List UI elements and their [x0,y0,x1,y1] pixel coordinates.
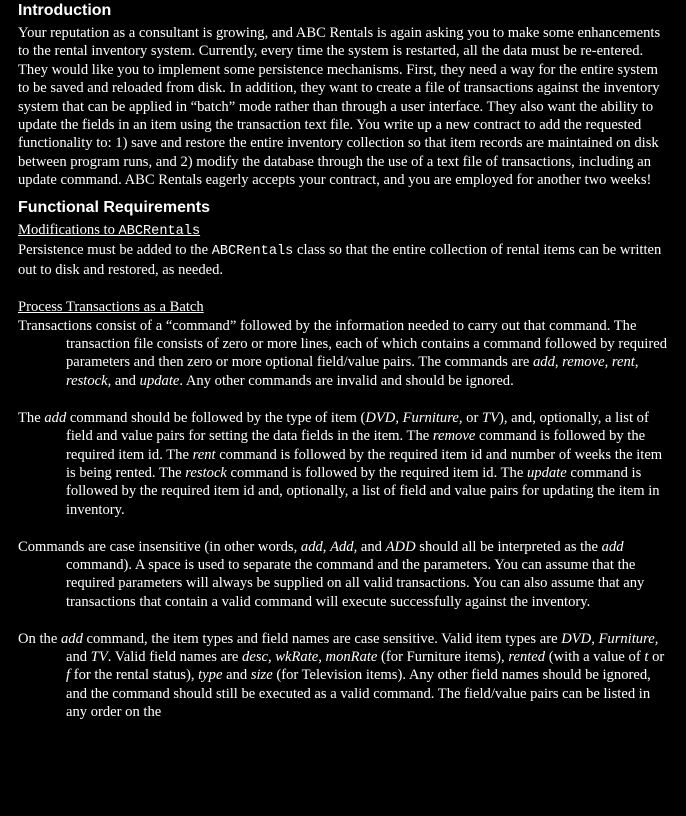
field-names-paragraph: On the add command, the item types and field names are case sensitive. Valid item types are DVD, Furniture, and TV. Valid field names are desc, wkRate, monRate (for Furniture items), rented (with a value of t or f for the rental status), type and size (for Television items). Any other field names should be ignored, and the command should still be executed as a valid command. The field/value pairs can be listed in any order on the [18,630,665,721]
introduction-heading: Introduction [18,2,112,19]
functional-requirements-heading: Functional Requirements [18,198,211,216]
introduction-paragraph: Your reputation as a consultant is growing, and ABC Rentals is again asking you to make some enhancements to the rental inventory system. Currently, every time the system is restarted, all the data must be re-entered. They would like you to implement some persistence mechanisms. First, they need a way for the entire system to be saved and reloaded from disk. In addition, they want to create a file of transactions against the inventory system that can be applied in “batch” mode rather than through a user interface. They also want the ability to update the fields in an item using the transaction text file. You write up a new contract to add the requested functionality to: 1) save and restore the entire inventory collection so that item records are maintained on disk between program runs, and 2) modify the database through the use of a text file of transactions, including an update command. ABC Rentals eagerly accepts your contract, and you are employed for another two weeks! [18,25,661,189]
modifications-paragraph: Persistence must be added to the ABCRentals class so that the entire collection of rental items can be written out to disk and restored, as needed. [18,242,662,279]
document-page [0,1,686,722]
transactions-paragraph: Transactions consist of a “command” followed by the information needed to carry out that command. The transaction file consists of zero or more lines, each of which contains a command followed by required parameters and then zero or more optional field/value pairs. The commands are add, remove, rent, restock, and update. Any other commands are invalid and should be ignored. [18,317,667,389]
commands-paragraph: The add command should be followed by the type of item (DVD, Furniture, or TV), and, optionally, a list of field and value pairs for setting the data fields in the item. The remove command is followed by the required item id. The rent command is followed by the required item id and number of weeks the item is being rented. The restock command is followed by the required item id. The update command is followed by the required item id and, optionally, a list of field and value pairs for updating the item in inventory. [18,409,663,518]
case-insensitive-paragraph: Commands are case insensitive (in other words, add, Add, and ADD should all be interpreted as the add command). A space is used to separate the command and the parameters. You can assume that the required parameters will always be supplied on all valid transactions. You can also assume that any transactions that contain a valid command will execute successfully against the inventory. [18,538,645,610]
modifications-subheading: Modifications to ABCRentals [18,221,201,239]
batch-subheading: Process Transactions as a Batch [18,299,204,316]
